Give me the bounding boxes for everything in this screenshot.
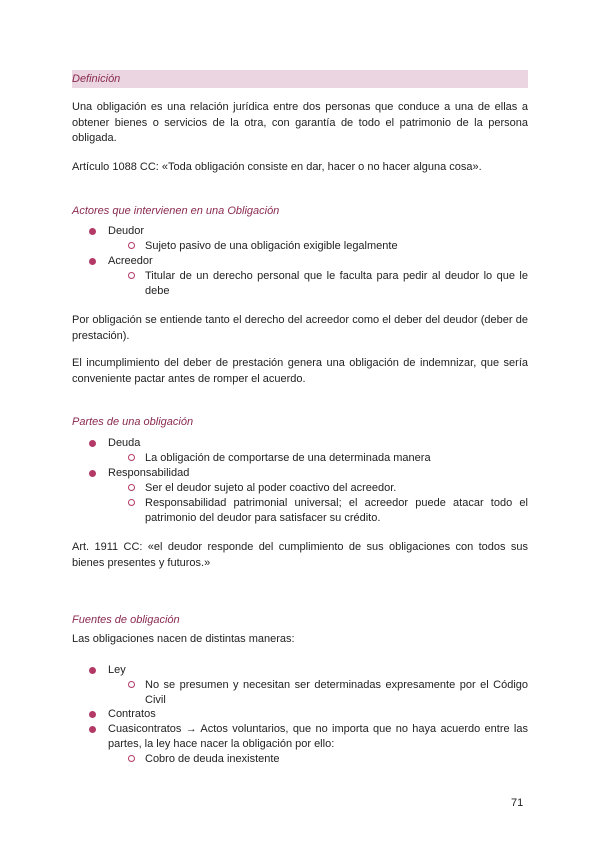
circle-bullet-icon: [128, 755, 135, 762]
circle-bullet-icon: [128, 272, 135, 279]
circle-bullet-icon: [128, 484, 135, 491]
circle-bullet-icon: [128, 454, 135, 461]
sublist-item: Responsabilidad patrimonial universal; el acreedor puede atacar todo el patrimonio del deudor para satisfacer su crédito.: [145, 497, 528, 524]
sublist-item: Ser el deudor sujeto al poder coactivo del acreedor.: [145, 482, 397, 494]
circle-bullet-icon: [128, 681, 135, 688]
sublist-item: La obligación de comportarse de una determinada manera: [145, 452, 431, 464]
bullet-icon: [89, 726, 96, 733]
page-number: 71: [511, 797, 524, 809]
article-1088: Artículo 1088 CC: «Toda obligación consiste en dar, hacer o no hacer alguna cosa».: [72, 161, 482, 173]
list-item-cuasicontratos: Cuasicontratos → Actos voluntarios, que no importa que no haya acuerdo entre las partes, la ley hace nacer la obligación por ello:: [108, 723, 528, 750]
paragraph-incumplimiento: El incumplimiento del deber de prestación genera una obligación de indemnizar, que sería conveniente pactar antes de romper el acuerdo.: [72, 357, 528, 385]
heading-partes: Partes de una obligación: [72, 416, 194, 428]
circle-bullet-icon: [128, 242, 135, 249]
sublist-item: No se presumen y necesitan ser determinadas expresamente por el Código Civil: [145, 679, 528, 706]
list-item-responsabilidad: Responsabilidad: [108, 467, 190, 479]
heading-fuentes: Fuentes de obligación: [72, 614, 180, 626]
sublist-item: Cobro de deuda inexistente: [145, 753, 280, 765]
list-item-ley: Ley: [108, 664, 126, 676]
sublist-item: Sujeto pasivo de una obligación exigible legalmente: [145, 240, 398, 252]
bullet-icon: [89, 667, 96, 674]
paragraph-definicion: Una obligación es una relación jurídica entre dos personas que conduce a una de ellas a obtener bienes o servicios de la otra, con garantía de todo el patrimonio de la persona obligada.: [72, 101, 528, 144]
sublist-item: Titular de un derecho personal que le faculta para pedir al deudor lo que le debe: [145, 270, 528, 297]
list-item-deuda: Deuda: [108, 437, 141, 449]
paragraph-obligacion: Por obligación se entiende tanto el derecho del acreedor como el deber del deudor (deber de prestación).: [72, 314, 528, 342]
bullet-icon: [89, 228, 96, 235]
paragraph-fuentes-intro: Las obligaciones nacen de distintas maneras:: [72, 633, 295, 645]
circle-bullet-icon: [128, 499, 135, 506]
heading-actores: Actores que intervienen en una Obligación: [72, 205, 280, 217]
article-1911: Art. 1911 CC: «el deudor responde del cumplimiento de sus obligaciones con todos sus bienes presentes y futuros.»: [72, 541, 528, 569]
bullet-icon: [89, 440, 96, 447]
list-item-acreedor: Acreedor: [108, 255, 153, 267]
list-item-contratos: Contratos: [108, 708, 156, 720]
bullet-icon: [89, 711, 96, 718]
heading-definicion: Definición: [72, 73, 121, 85]
bullet-icon: [89, 258, 96, 265]
list-item-deudor: Deudor: [108, 225, 145, 237]
bullet-icon: [89, 470, 96, 477]
heading-highlight-band: [72, 70, 528, 88]
